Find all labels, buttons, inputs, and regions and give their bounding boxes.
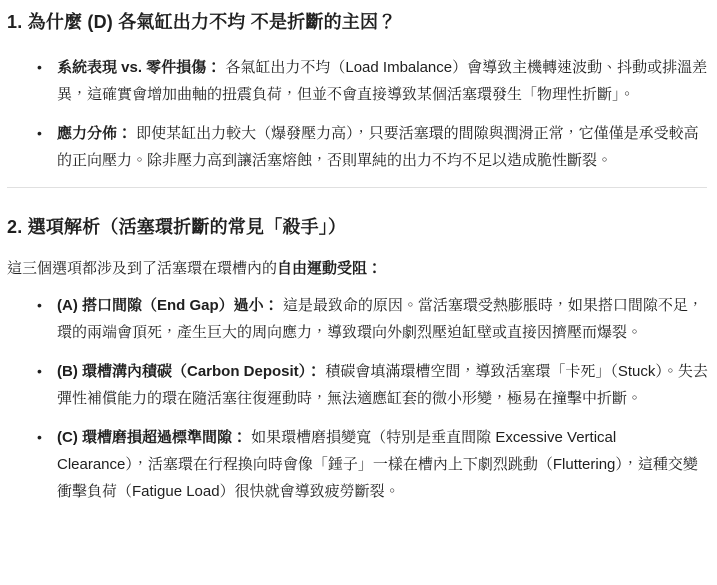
bullet-lead-text: 系統表現 vs. 零件損傷： [57,59,222,76]
bullet-body-text: 這是最致命的原因。當活塞環受熱膨脹時，如果搭口間隙不足，環的兩端會頂死，產生巨大的周向應力，導致環向外劇烈壓迫缸壁或直接因擠壓而爆裂。 [57,297,703,341]
intro-colon: ： [367,260,383,277]
section-2-heading: 2. 選項解析（活塞環折斷的常見「殺手」） [7,217,347,237]
section-1-bullet-list [7,54,709,174]
intro-bold-text: 自由運動受阻 [277,260,368,277]
section-1-heading: 1. 為什麼 (D) 各氣缸出力不均 不是折斷的主因？ [7,12,397,32]
intro-regular-text: 這三個選項都涉及到了活塞環在環槽內的 [7,260,278,277]
bullet-item-stress-distribution [7,120,709,174]
bullet-body-text: 如果環槽磨損變寬（特別是垂直間隙 Excessive Vertical Clearance），活塞環在行程換向時會像「錘子」一樣在槽內上下劇烈跳動（Fluttering），這種交變衝擊負荷（Fatigue Load）很快就會導致疲勞斷裂。 [57,429,698,500]
bullet-lead-text: 應力分佈： [57,125,133,142]
section-divider [7,187,707,188]
section-2-intro-paragraph [7,255,709,282]
bullet-body-text: 積碳會填滿環槽空間，導致活塞環「卡死」（Stuck）。失去彈性補償能力的環在隨活塞往復運動時，無法適應缸套的微小形變，極易在撞擊中折斷。 [57,363,708,407]
bullet-item-carbon-deposit [7,358,709,412]
bullet-body-text: 各氣缸出力不均（Load Imbalance）會導致主機轉速波動、抖動或排溫差異，這確實會增加曲軸的扭震負荷，但並不會直接導致某個活塞環發生「物理性折斷」。 [57,59,708,103]
bullet-lead-text: (A) 搭口間隙（End Gap）過小： [57,297,279,314]
bullet-lead-text: (B) 環槽溝內積碳（Carbon Deposit）： [57,363,322,380]
bullet-lead-text: (C) 環槽磨損超過標準間隙： [57,429,247,446]
section-2-bullet-list [7,292,709,505]
bullet-body-text: 即使某缸出力較大（爆發壓力高），只要活塞環的間隙與潤滑正常，它僅僅是承受較高的正向壓力。除非壓力高到讓活塞熔蝕，否則單純的出力不均不足以造成脆性斷裂。 [57,125,699,169]
bullet-item-system-vs-parts [7,54,709,108]
bullet-item-groove-wear [7,424,709,505]
bullet-item-end-gap [7,292,709,346]
